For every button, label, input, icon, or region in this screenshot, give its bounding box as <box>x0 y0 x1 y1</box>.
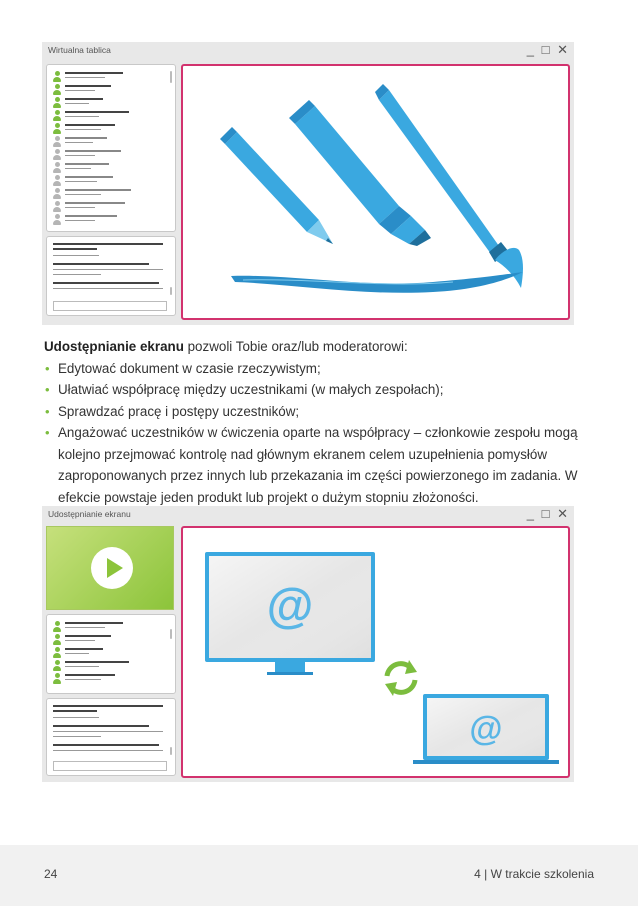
page-footer <box>0 845 638 906</box>
user-icon <box>53 673 61 684</box>
drawing-tools-illustration <box>183 66 568 318</box>
list-item: • Sprawdzać pracę i postępy uczestników; <box>44 401 584 423</box>
bullet: • <box>45 382 50 397</box>
laptop-icon <box>413 694 559 764</box>
user-icon <box>53 123 61 134</box>
user-icon <box>53 84 61 95</box>
chat-input[interactable] <box>53 761 167 771</box>
chat-input[interactable] <box>53 301 167 311</box>
window-controls[interactable]: _ □ ✕ <box>526 42 570 57</box>
list-item: • Ułatwiać współpracę między uczestnikami (w małych zespołach); <box>44 379 584 401</box>
brush-stroke <box>231 272 523 293</box>
scrollbar[interactable] <box>170 747 172 755</box>
page-number: 24 <box>44 867 58 881</box>
bullet: • <box>45 425 50 440</box>
user-icon <box>53 71 61 82</box>
bullet: • <box>45 403 50 419</box>
shared-screen-stage[interactable] <box>181 526 570 778</box>
monitor-icon <box>205 552 375 675</box>
list-item: • Angażować uczestników w ćwiczenia oparte na współpracy – członkowie zespołu mogą kolejno przejmować kontrolę nad głównym ekranem celem uzupełnienia pomysłów zaproponowanych przez innych lub przekazania im części powierzonego im zadania. W efekcie powstaje jeden produkt lub projekt o dużym stopniu złożoności. <box>44 422 584 508</box>
user-icon <box>53 188 61 199</box>
whiteboard-window <box>42 42 574 325</box>
feature-list <box>44 358 584 509</box>
list-item: • Edytować dokument w czasie rzeczywistym; <box>44 358 584 380</box>
section-title: 4 | W trakcie szkolenia <box>474 867 594 881</box>
user-icon <box>53 110 61 121</box>
window-controls[interactable]: _ □ ✕ <box>526 506 570 521</box>
intro-rest: pozwoli Tobie oraz/lub moderatorowi: <box>183 339 408 354</box>
window-title: Udostępnianie ekranu <box>48 509 131 519</box>
screen-share-illustration <box>183 528 568 776</box>
whiteboard-canvas[interactable] <box>181 64 570 320</box>
description-text <box>44 336 584 508</box>
user-icon <box>53 97 61 108</box>
at-sign-icon: @ <box>469 710 503 748</box>
user-icon <box>53 214 61 225</box>
sync-icon <box>385 660 417 696</box>
participants-panel <box>46 64 176 232</box>
user-icon <box>53 201 61 212</box>
chat-panel <box>46 236 176 316</box>
user-icon <box>53 162 61 173</box>
brush-icon <box>375 84 523 288</box>
user-icon <box>53 149 61 160</box>
scrollbar[interactable] <box>170 287 172 295</box>
video-panel[interactable] <box>46 526 174 610</box>
user-icon <box>53 136 61 147</box>
scrollbar[interactable] <box>170 71 172 83</box>
scrollbar[interactable] <box>170 629 172 639</box>
bullet: • <box>45 360 50 376</box>
user-icon <box>53 647 61 658</box>
intro-paragraph <box>44 336 584 358</box>
participants-panel <box>46 614 176 694</box>
user-icon <box>53 175 61 186</box>
user-icon <box>53 634 61 645</box>
at-sign-icon: @ <box>266 580 314 633</box>
intro-bold: Udostępnianie ekranu <box>44 339 184 354</box>
screen-share-window <box>42 506 574 782</box>
window-title: Wirtualna tablica <box>48 45 111 55</box>
chat-panel <box>46 698 176 776</box>
play-icon[interactable] <box>91 547 133 589</box>
user-icon <box>53 621 61 632</box>
user-icon <box>53 660 61 671</box>
